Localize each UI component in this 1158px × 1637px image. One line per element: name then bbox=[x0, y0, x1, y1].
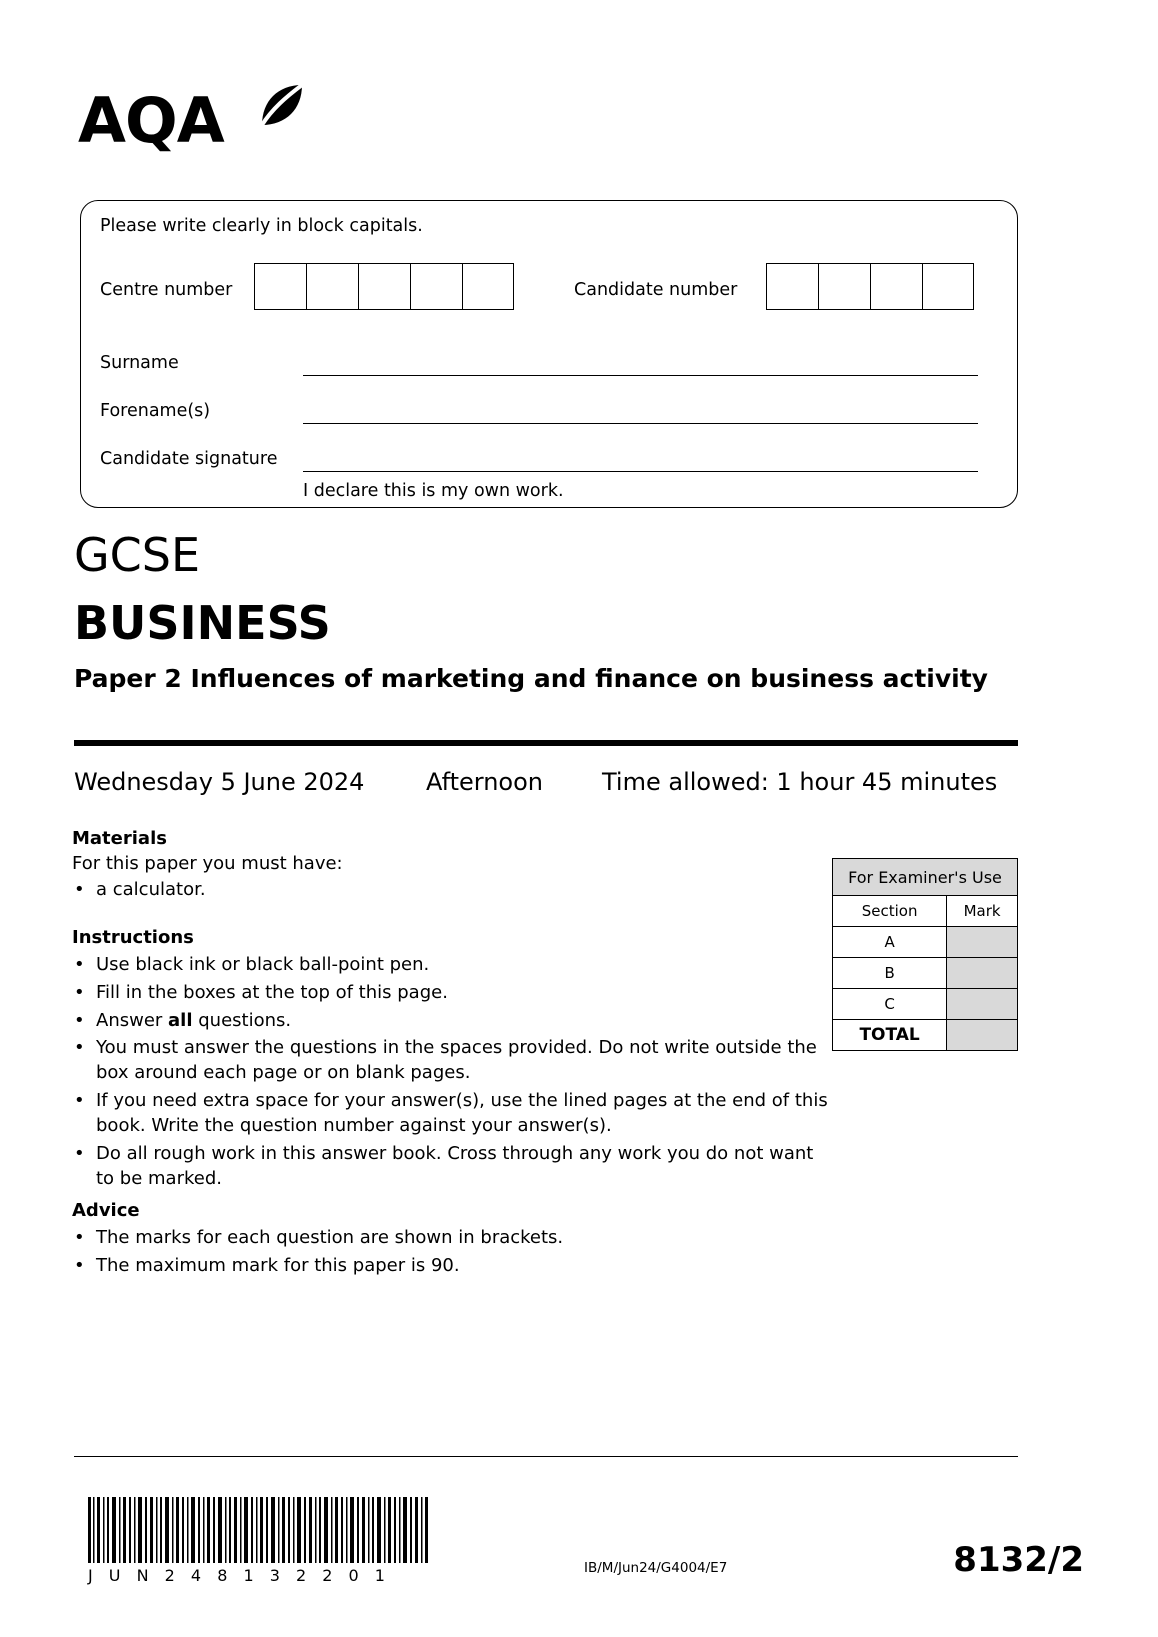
centre-number-input[interactable] bbox=[254, 263, 514, 310]
centre-number-cell-5[interactable] bbox=[462, 263, 514, 310]
list-item: • The marks for each question are shown in brackets. bbox=[96, 1226, 836, 1251]
materials-list bbox=[72, 878, 836, 906]
aqa-logo bbox=[78, 78, 328, 163]
centre-number-cell-4[interactable] bbox=[410, 263, 462, 310]
footer-divider bbox=[74, 1456, 1018, 1457]
aqa-logo-text: AQA bbox=[78, 84, 224, 157]
candidate-signature-input[interactable] bbox=[303, 471, 978, 472]
table-row-total bbox=[833, 1020, 1018, 1051]
paper-code: 8132/2 bbox=[953, 1540, 1084, 1580]
table-row bbox=[833, 958, 1018, 989]
forenames-label: Forename(s) bbox=[100, 401, 211, 421]
instructions-heading: Instructions bbox=[72, 927, 194, 948]
section-label-b: B bbox=[833, 958, 947, 989]
block-capitals-instruction: Please write clearly in block capitals. bbox=[100, 216, 423, 236]
mark-cell-c[interactable] bbox=[947, 989, 1018, 1020]
exam-date: Wednesday 5 June 2024 bbox=[74, 768, 365, 796]
candidate-number-label: Candidate number bbox=[574, 280, 738, 300]
advice-heading: Advice bbox=[72, 1200, 140, 1221]
materials-heading: Materials bbox=[72, 828, 167, 849]
title-divider bbox=[74, 740, 1018, 746]
examiner-use-table bbox=[832, 858, 1018, 1051]
examiner-table-col-section: Section bbox=[833, 896, 947, 927]
centre-number-cell-1[interactable] bbox=[254, 263, 306, 310]
candidate-signature-label: Candidate signature bbox=[100, 449, 278, 469]
barcode-icon bbox=[88, 1497, 438, 1563]
examiner-table-col-mark: Mark bbox=[947, 896, 1018, 927]
table-row bbox=[833, 989, 1018, 1020]
candidate-number-cell-3[interactable] bbox=[870, 263, 922, 310]
exam-time-allowed: Time allowed: 1 hour 45 minutes bbox=[602, 768, 998, 796]
advice-list bbox=[72, 1226, 836, 1282]
surname-input[interactable] bbox=[303, 375, 978, 376]
instructions-list bbox=[72, 953, 836, 1194]
list-item: • If you need extra space for your answer(s), use the lined pages at the end of this book. Write the question number against your answer(s). bbox=[96, 1089, 836, 1139]
surname-label: Surname bbox=[100, 353, 179, 373]
aqa-leaf-icon bbox=[258, 83, 304, 129]
candidate-number-cell-1[interactable] bbox=[766, 263, 818, 310]
candidate-number-cell-2[interactable] bbox=[818, 263, 870, 310]
list-item: • Answer all questions. bbox=[96, 1009, 836, 1034]
candidate-number-cell-4[interactable] bbox=[922, 263, 974, 310]
mark-cell-total[interactable] bbox=[947, 1020, 1018, 1051]
paper-title: Paper 2 Influences of marketing and finance on business activity bbox=[74, 664, 988, 693]
total-label: TOTAL bbox=[833, 1020, 947, 1051]
mark-cell-a[interactable] bbox=[947, 927, 1018, 958]
centre-number-label: Centre number bbox=[100, 280, 233, 300]
print-code: IB/M/Jun24/G4004/E7 bbox=[584, 1560, 728, 1576]
examiner-table-title: For Examiner's Use bbox=[833, 859, 1018, 896]
list-item: • You must answer the questions in the spaces provided. Do not write outside the box around each page or on blank pages. bbox=[96, 1036, 836, 1086]
forenames-input[interactable] bbox=[303, 423, 978, 424]
section-label-c: C bbox=[833, 989, 947, 1020]
subject-title: BUSINESS bbox=[74, 596, 331, 650]
mark-cell-b[interactable] bbox=[947, 958, 1018, 989]
table-row bbox=[833, 927, 1018, 958]
section-label-a: A bbox=[833, 927, 947, 958]
materials-intro: For this paper you must have: bbox=[72, 853, 343, 874]
barcode-number: J U N 2 4 8 1 3 2 2 0 1 bbox=[88, 1566, 391, 1585]
centre-number-cell-3[interactable] bbox=[358, 263, 410, 310]
list-item: • a calculator. bbox=[96, 878, 836, 903]
declaration-text: I declare this is my own work. bbox=[303, 481, 564, 501]
list-item: • Use black ink or black ball-point pen. bbox=[96, 953, 836, 978]
list-item: • The maximum mark for this paper is 90. bbox=[96, 1254, 836, 1279]
candidate-number-input[interactable] bbox=[766, 263, 974, 310]
centre-number-cell-2[interactable] bbox=[306, 263, 358, 310]
list-item: • Do all rough work in this answer book. Cross through any work you do not want to be marked. bbox=[96, 1142, 836, 1192]
list-item: • Fill in the boxes at the top of this page. bbox=[96, 981, 836, 1006]
exam-session: Afternoon bbox=[426, 768, 543, 796]
qualification-title: GCSE bbox=[74, 528, 201, 582]
